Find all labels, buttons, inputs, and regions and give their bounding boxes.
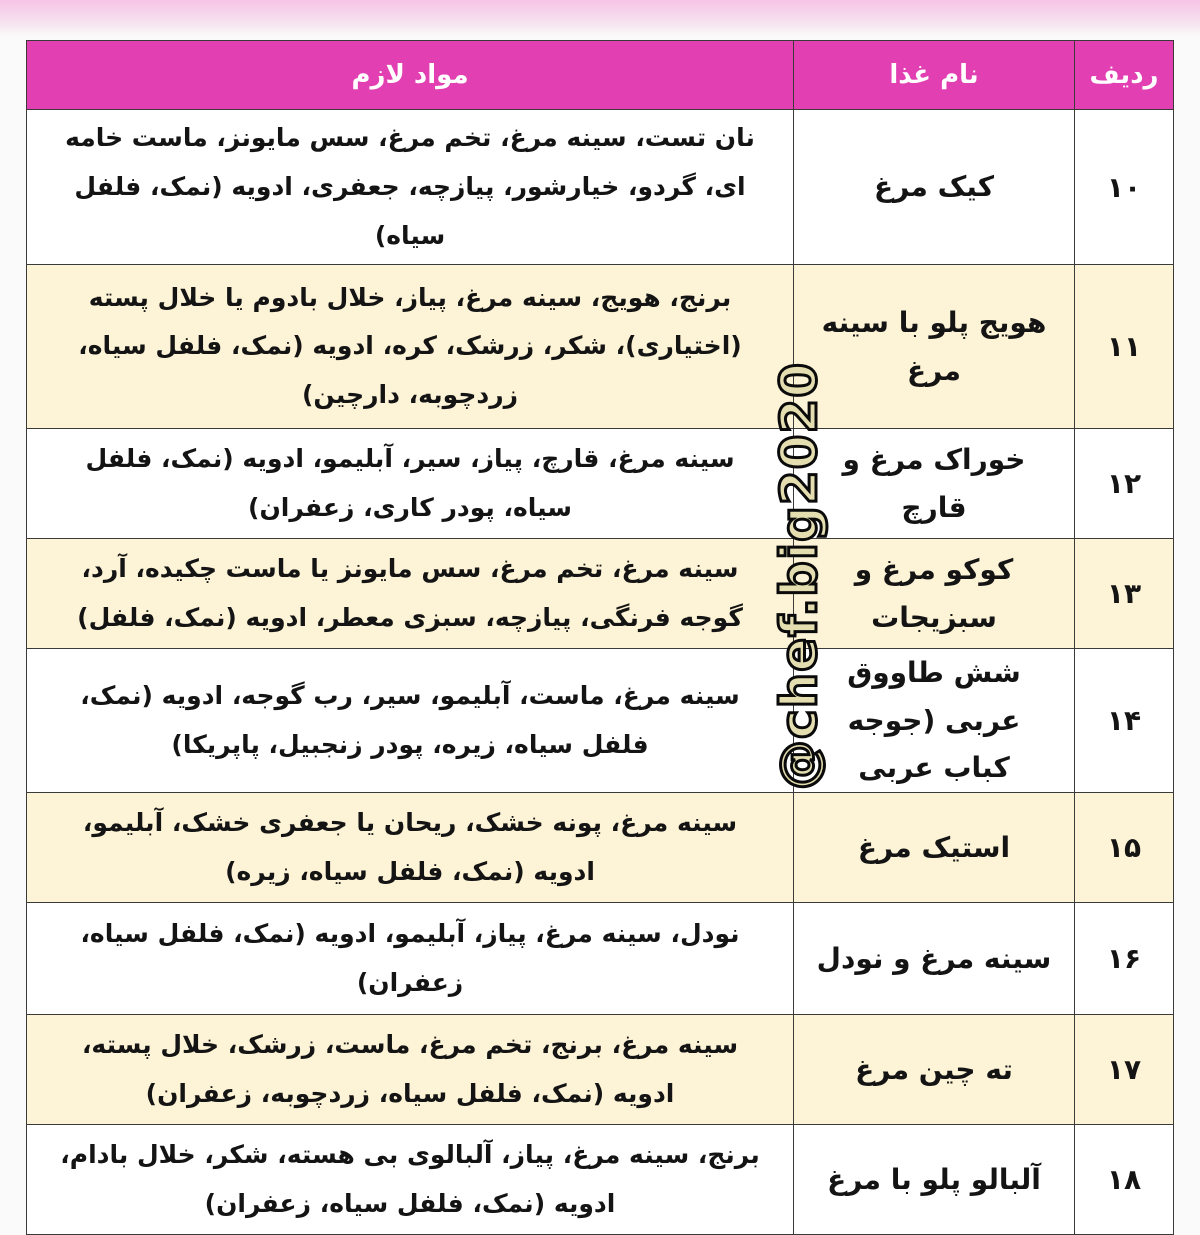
food-name: کیک مرغ xyxy=(794,110,1075,265)
food-name: کوکو مرغ و سبزیجات xyxy=(794,539,1075,649)
row-number: ۱۱ xyxy=(1075,265,1174,429)
table-row xyxy=(27,110,1174,265)
ingredients: برنج، سینه مرغ، پیاز، آلبالوی بی هسته، شکر، خلال بادام، ادویه (نمک، فلفل سیاه، زعفران) xyxy=(27,1125,794,1235)
recipes-table xyxy=(26,40,1174,1235)
food-name: شش طاووق عربی (جوجه کباب عربی xyxy=(794,649,1075,793)
food-name: آلبالو پلو با مرغ xyxy=(794,1125,1075,1235)
row-number: ۱۳ xyxy=(1075,539,1174,649)
ingredients: سینه مرغ، پونه خشک، ریحان یا جعفری خشک، آبلیمو، ادویه (نمک، فلفل سیاه، زیره) xyxy=(27,793,794,903)
ingredients: سینه مرغ، ماست، آبلیمو، سیر، رب گوجه، ادویه (نمک، فلفل سیاه، زیره، پودر زنجبیل، پاپریکا) xyxy=(27,649,794,793)
row-number: ۱۰ xyxy=(1075,110,1174,265)
food-name: استیک مرغ xyxy=(794,793,1075,903)
table-row xyxy=(27,793,1174,903)
ingredients: نان تست، سینه مرغ، تخم مرغ، سس مایونز، ماست خامه ای، گردو، خیارشور، پیازچه، جعفری، ادویه (نمک، فلفل سیاه) xyxy=(27,110,794,265)
ingredients: سینه مرغ، تخم مرغ، سس مایونز یا ماست چکیده، آرد، گوجه فرنگی، پیازچه، سبزی معطر، ادویه (نمک، فلفل) xyxy=(27,539,794,649)
table-header-row xyxy=(27,41,1174,110)
row-number: ۱۲ xyxy=(1075,429,1174,539)
table-row xyxy=(27,903,1174,1015)
header-food-name: نام غذا xyxy=(794,41,1075,110)
row-number: ۱۶ xyxy=(1075,903,1174,1015)
ingredients: سینه مرغ، برنج، تخم مرغ، ماست، زرشک، خلال پسته، ادویه (نمک، فلفل سیاه، زردچوبه، زعفران) xyxy=(27,1015,794,1125)
food-name: هویج پلو با سینه مرغ xyxy=(794,265,1075,429)
food-name: ته چین مرغ xyxy=(794,1015,1075,1125)
table-row xyxy=(27,429,1174,539)
ingredients: سینه مرغ، قارچ، پیاز، سیر، آبلیمو، ادویه (نمک، فلفل سیاه، پودر کاری، زعفران) xyxy=(27,429,794,539)
header-ingredients: مواد لازم xyxy=(27,41,794,110)
row-number: ۱۴ xyxy=(1075,649,1174,793)
food-name: سینه مرغ و نودل xyxy=(794,903,1075,1015)
food-name: خوراک مرغ و قارچ xyxy=(794,429,1075,539)
top-gradient-band xyxy=(0,0,1200,36)
table-row xyxy=(27,1125,1174,1235)
table-row xyxy=(27,265,1174,429)
table-row xyxy=(27,649,1174,793)
row-number: ۱۷ xyxy=(1075,1015,1174,1125)
watermark-handle: @chef.big2020 xyxy=(770,361,828,790)
ingredients: نودل، سینه مرغ، پیاز، آبلیمو، ادویه (نمک، فلفل سیاه، زعفران) xyxy=(27,903,794,1015)
table-row xyxy=(27,539,1174,649)
ingredients: برنج، هویج، سینه مرغ، پیاز، خلال بادوم یا خلال پسته (اختیاری)، شکر، زرشک، کره، ادویه (نمک، فلفل سیاه، زردچوبه، دارچین) xyxy=(27,265,794,429)
table-row xyxy=(27,1015,1174,1125)
header-row-number: ردیف xyxy=(1075,41,1174,110)
row-number: ۱۵ xyxy=(1075,793,1174,903)
row-number: ۱۸ xyxy=(1075,1125,1174,1235)
